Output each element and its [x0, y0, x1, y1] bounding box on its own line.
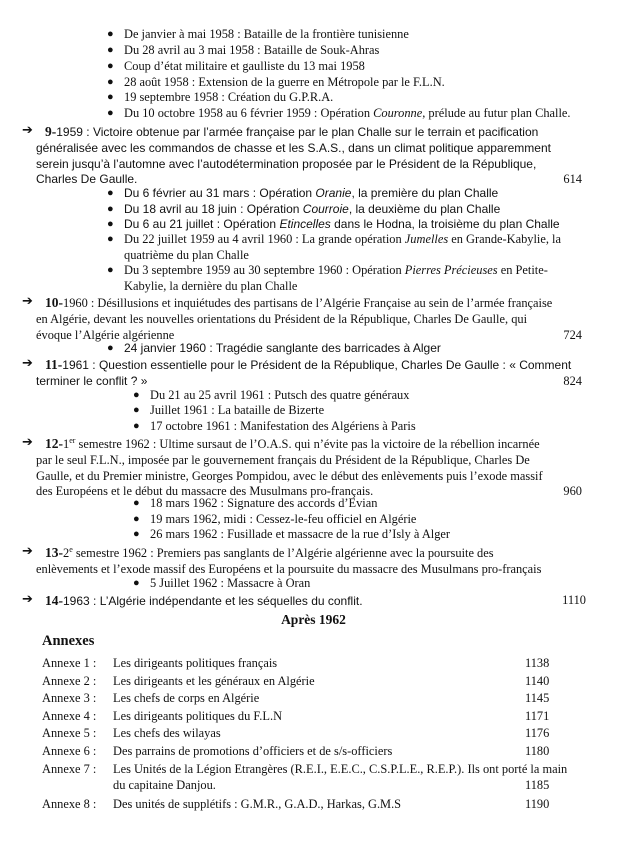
list-item: ● Du 28 avril au 3 mai 1958 : Bataille de Souk-Ahras	[107, 43, 380, 57]
bullet-icon: ●	[107, 60, 114, 72]
section-line: 10-1960 : Désillusions et inquiétudes des partisans de l’Algérie Française au sein de l’armée française	[45, 295, 553, 310]
arrow-right-icon: ➔	[22, 123, 33, 138]
section-line: par le seul F.L.N., imposée par le gouvernement français du Président de la République, Charles De	[36, 452, 530, 467]
arrow-right-icon: ➔	[22, 294, 33, 309]
page-number: 1185	[525, 777, 550, 792]
page-number: 824	[563, 373, 582, 388]
section-line: 13-2e semestre 1962 : Premiers pas sanglants de l’Algérie algérienne avec la poursuite des	[45, 544, 494, 560]
page-number: 1190	[525, 797, 550, 811]
list-item: ● 19 septembre 1958 : Création du G.P.R.A.	[107, 90, 334, 104]
list-item: ● 18 mars 1962 : Signature des accords d’Evian	[133, 496, 378, 510]
section-line: Charles De Gaulle. 614	[36, 172, 582, 187]
bullet-icon: ●	[133, 420, 140, 432]
list-item: ● 5 Juillet 1962 : Massacre à Oran	[133, 576, 311, 590]
page-number: 1176	[525, 726, 550, 740]
list-item: ● Du 10 octobre 1958 au 6 février 1959 : Opération Couronne, prélude au futur plan Challe.	[107, 106, 571, 120]
bullet-icon: ●	[133, 513, 140, 525]
bullet-icon: ●	[133, 497, 140, 509]
bullet-icon: ●	[133, 577, 140, 589]
section-11	[22, 356, 582, 390]
section-line: en Algérie, devant les nouvelles orientations du Président de la République, Charles De Gaulle, qui	[36, 311, 528, 326]
section-line: terminer le conflit ? » 824	[36, 373, 582, 388]
list-item: ● Du 18 avril au 18 juin : Opération Courroie, la deuxième du plan Challe	[107, 202, 501, 216]
list-item: ● Du 21 au 25 avril 1961 : Putsch des quatre généraux	[133, 388, 410, 402]
bullet-icon: ●	[107, 28, 114, 40]
page-number: 1171	[525, 709, 550, 723]
bullet-icon: ●	[107, 44, 114, 56]
list-item: ● Juillet 1961 : La bataille de Bizerte	[133, 403, 325, 417]
list-item: ● 26 mars 1962 : Fusillade et massacre de la rue d’Isly à Alger	[133, 527, 451, 541]
section-10	[22, 294, 582, 343]
annex-row: Annexe 7 : Les Unités de la Légion Etrangères (R.E.I., E.E.C., C.S.P.L.E., R.E.P.). Ils ont porté la main du capitaine Danjou. 1185	[42, 762, 568, 792]
section-line: des Européens et le début du massacre des Musulmans pro-français. 960	[36, 484, 582, 499]
section-line: 9-1959 : Victoire obtenue par l’armée française par le plan Challe sur le terrain et pacification	[45, 124, 539, 139]
list-item: ● De janvier à mai 1958 : Bataille de la frontière tunisienne	[107, 27, 409, 41]
page-number: 724	[563, 327, 582, 342]
page-number: 1138	[525, 656, 550, 670]
page-number: 614	[563, 172, 582, 187]
bullet-icon: ●	[107, 233, 114, 245]
page-number: 1140	[525, 674, 550, 688]
page-number: 1145	[525, 691, 550, 705]
section-12	[22, 435, 582, 500]
list-item: ● Du 6 au 21 juillet : Opération Etincelles dans le Hodna, la troisième du plan Challe	[107, 217, 560, 231]
section-13	[22, 544, 582, 578]
page-number: 1110	[562, 593, 586, 607]
section-9	[22, 123, 582, 188]
list-item: ● Coup d’état militaire et gaulliste du 13 mai 1958	[107, 59, 365, 73]
bullet-icon: ●	[107, 342, 114, 354]
page-number: 1180	[525, 744, 550, 758]
list-item: ● Du 22 juillet 1959 au 4 avril 1960 : La grande opération Jumelles en Grande-Kabylie, la quatrième du plan Challe	[107, 232, 561, 262]
section-line: serein jusqu’à l’automne avec l’autodétermination proposée par le Président de la République,	[36, 156, 537, 171]
section-line: Gaulle, et du Premier ministre, Georges Pompidou, avec le début des enlèvements puis l’exode massif	[36, 468, 543, 483]
bullet-icon: ●	[133, 389, 140, 401]
annexes-heading: Annexes	[42, 633, 95, 649]
list-item: ● 19 mars 1962, midi : Cessez-le-feu officiel en Algérie	[133, 512, 417, 526]
page-number: 960	[563, 484, 582, 499]
list-item: ● Du 6 février au 31 mars : Opération Oranie, la première du plan Challe	[107, 186, 499, 200]
section-line: enlèvements et l’exode massif des Européens et la poursuite du massacre des Musulmans pro-français	[36, 561, 542, 576]
bullet-icon: ●	[107, 76, 114, 88]
bullet-icon: ●	[107, 107, 114, 119]
list-item: ● 17 octobre 1961 : Manifestation des Algériens à Paris	[133, 419, 416, 433]
arrow-right-icon: ➔	[22, 592, 33, 607]
section-line: 12-1er semestre 1962 : Ultime sursaut de l’O.A.S. qui n’évite pas la victoire de la rébellion incarnée	[45, 435, 540, 451]
bullet-icon: ●	[133, 404, 140, 416]
list-item: ● Du 3 septembre 1959 au 30 septembre 1960 : Opération Pierres Précieuses en Petite- Kabylie, la dernière du plan Challe	[107, 263, 548, 293]
list-item: ● 24 janvier 1960 : Tragédie sanglante des barricades à Alger	[107, 341, 441, 355]
section-14	[22, 592, 586, 610]
bullet-icon: ●	[107, 264, 114, 276]
arrow-right-icon: ➔	[22, 356, 33, 371]
section-line: 11-1961 : Question essentielle pour le Président de la République, Charles De Gaulle : « Comment	[45, 357, 572, 372]
list-item: ● 28 août 1958 : Extension de la guerre en Métropole par le F.L.N.	[107, 75, 445, 89]
section-title: Après 1962	[281, 612, 346, 627]
bullet-icon: ●	[107, 91, 114, 103]
document-page: ● De janvier à mai 1958 : Bataille de la frontière tunisienne ● Du 28 avril au 3 mai 1958 : Bataille de Souk-Ahras ● Coup d’état militaire et gaulliste du 13 mai 1958 ● 28 août 1958 : Extension de la guerre en Métropole par le F.L.N. ● 19 septembre 1958 : Création du G.P.R.A. ● Du 10 octobre 1958 au 6 février 1959 : Opération Couronne, prélude au futur plan Challe. ➔ 9-1959 : Victoire obtenue par l’armée française par le plan Challe sur le terrain et pacification généralisée avec les commandos de chasse et les S.A.S., dans un climat politique apparemment serein jusqu’à l’automne avec l’autodétermination proposée par le Président de la République, Charles De Gaulle. 614 ● Du 6 février au 31 mars : Opération Oranie, la première du plan Challe ● Du 18 avril au 18 juin : Opération Courroie, la deuxième du plan Challe ● Du 6 au 21 juillet : Opération Etincelles dans le Hodna, la troisième du plan Challe ● Du 22 juillet 1959 au 4 avril 1960 : La grande opération Jumelles en Grande-Kabylie, la quatrième du plan Challe ● Du 3 septembre 1959 au 30 septembre 1960 : Opération Pierres Précieuses en Petite- Kabylie, la dernière du plan Challe ➔ 10-1960 : Désillusions et inquiétudes des partisans de l’Algérie Française au sein de l’armée française en Algérie, devant les nouvelles orientations du Président de la République, Charles De Gaulle, qui évoque l’Algérie algérienne 724 ● 24 janvier 1960 : Tragédie sanglante des barricades à Alger ➔ 11-1961 : Question essentielle pour le Président de la République, Charles De Gaulle : « Comment terminer le conflit ? » 824 ● Du 21 au 25 avril 1961 : Putsch des quatre généraux ● Juillet 1961 : La bataille de Bizerte ● 17 octobre 1961 : Manifestation des Algériens à Paris ➔ 12-1er semestre 1962 : Ultime sursaut de l’O.A.S. qui n’évite pas la victoire de la rébellion incarnée par le seul F.L.N., imposée par le gouvernement français du Président de la République, Charles De Gaulle, et du Premier ministre, Georges Pompidou, avec le début des enlèvements puis l’exode massif des Européens et le début du massacre des Musulmans pro-français. 960 ● 18 mars 1962 : Signature des accords d’Evian ● 19 mars 1962, midi : Cessez-le-feu officiel en Algérie ● 26 mars 1962 : Fusillade et massacre de la rue d’Isly à Alger ➔ 13-2e semestre 1962 : Premiers pas sanglants de l’Algérie algérienne avec la poursuite des enlèvements et l’exode massif des Européens et la poursuite du massacre des Musulmans pro-français ● 5 Juillet 1962 : Massacre à Oran ➔ 14-1963 : L’Algérie indépendante et les séquelles du conflit. 1110 Après 1962 Annexes Annexe 1 : Les dirigeants politiques français 1138 Annexe 2 : Les dirigeants et les généraux en Algérie 1140 Annexe 3 : Les chefs de corps en Algérie 1145 Annexe 4 : Les dirigeants politiques du F.L.N 1171 Annexe 5 : Les chefs des wilayas 1176 Annexe 6 : Des parrains de promotions d’officiers et de s/s-officiers 1180 Annexe 7 : Les Unités de la Légion Etrangères (R.E.I., E.E.C., C.S.P.L.E., R.E.P.). Ils ont porté la main du capitaine Danjou. 1185 Annexe 8 : Des unités de supplétifs : G.M.R., G.A.D., Harkas, G.M.S 1190	[0, 0, 627, 863]
arrow-right-icon: ➔	[22, 435, 33, 450]
bullet-icon: ●	[107, 187, 114, 199]
arrow-right-icon: ➔	[22, 544, 33, 559]
bullet-icon: ●	[107, 203, 114, 215]
section-line: généralisée avec les commandos de chasse et les S.A.S., dans un climat politique apparemment	[36, 140, 551, 155]
section-line: 14-1963 : L’Algérie indépendante et les séquelles du conflit. 1110	[45, 593, 586, 608]
bullet-icon: ●	[133, 528, 140, 540]
section-line: évoque l’Algérie algérienne 724	[36, 327, 582, 342]
bullet-icon: ●	[107, 218, 114, 230]
